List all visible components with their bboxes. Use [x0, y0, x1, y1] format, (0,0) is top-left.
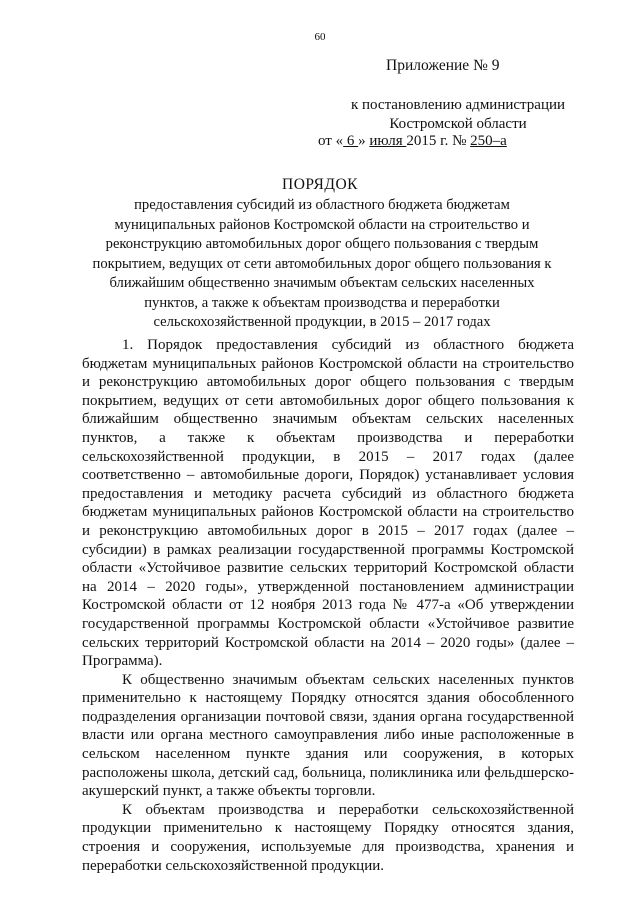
subtitle-line: ближайшим общественно значимым объектам сельских населенных: [109, 275, 535, 291]
body-paragraph: К объектам производства и переработки сельскохозяйственной продукции применительно к настоящему Порядку относятся здания, строения и сооружения, используемые для производства, хранения и переработки сельскохозяйственной продукции.: [82, 801, 574, 874]
appendix-label: Приложение № 9: [386, 57, 500, 74]
subtitle-line: муниципальных районов Костромской области на строительство и: [114, 216, 530, 233]
decree-line-2: Костромской области: [389, 116, 527, 132]
decree-line-1: к постановлению администрации: [350, 97, 566, 113]
date-mid: »: [358, 133, 370, 149]
subtitle-line: покрытием, ведущих от сети автомобильных дорог общего пользования к: [92, 255, 552, 272]
decree-number: 250–а: [470, 133, 507, 149]
subtitle-line: сельскохозяйственной продукции, в 2015 – 2017 годах: [153, 314, 491, 330]
subtitle-line: предоставления субсидий из областного бюджета бюджетам: [134, 197, 510, 213]
document-title: ПОРЯДОК: [282, 176, 358, 193]
document-subtitle: [70, 196, 574, 333]
decree-date-line: [318, 133, 507, 150]
body-paragraph: 1. Порядок предоставления субсидий из областного бюджета бюджетам муниципальных районов Костромской области на строительство и реконструкцию автомобильных дорог общего пользования с твердым покрытием, ведущих от сети автомобильных дорог общего пользования к ближайшим общественно значимым объектам сельских населенных пунктов, а также к объектам производства и переработки сельскохозяйственной продукции, в 2015 – 2017 годах (далее соответственно – автомобильные дороги, Порядок) устанавливает условия предоставления и методику расчета субсидий из областного бюджета бюджетам муниципальных районов Костромской области на строительство и реконструкцию автомобильных дорог в 2015 – 2017 годах (далее – субсидии) в рамках реализации государственной программы Костромской области «Устойчивое развитие сельских территорий Костромской области на 2014 – 2020 годы», утвержденной постановлением администрации Костромской области от 12 ноября 2013 года № 477-а «Об утверждении государственной программы Костромской области «Устойчивое развитие сельских территорий Костромской области на 2014 – 2020 годы» (далее – Программа).: [82, 337, 574, 670]
subtitle-line: пунктов, а также к объектам производства и переработки: [144, 294, 500, 311]
body-paragraph: К общественно значимым объектам сельских населенных пунктов применительно к настоящему Порядку относятся здания обособленного подразделения организации почтовой связи, здания органа государственной власти или органа местного самоуправления либо иные расположенные в сельском населенном пункте здания или сооружения, в которых расположены школа, детский сад, больница, поликлиника или фельдшерско-акушерский пункт, а также объекты торговли.: [82, 671, 574, 800]
date-prefix: от «: [318, 133, 344, 149]
date-month: июля: [369, 133, 407, 149]
page-number: 60: [314, 31, 326, 43]
decree-reference: [330, 96, 586, 134]
document-body: [82, 336, 574, 875]
subtitle-line: реконструкцию автомобильных дорог общего пользования с твердым: [105, 236, 539, 252]
date-year: 2015 г. №: [406, 133, 471, 149]
date-day: 6: [343, 133, 359, 149]
